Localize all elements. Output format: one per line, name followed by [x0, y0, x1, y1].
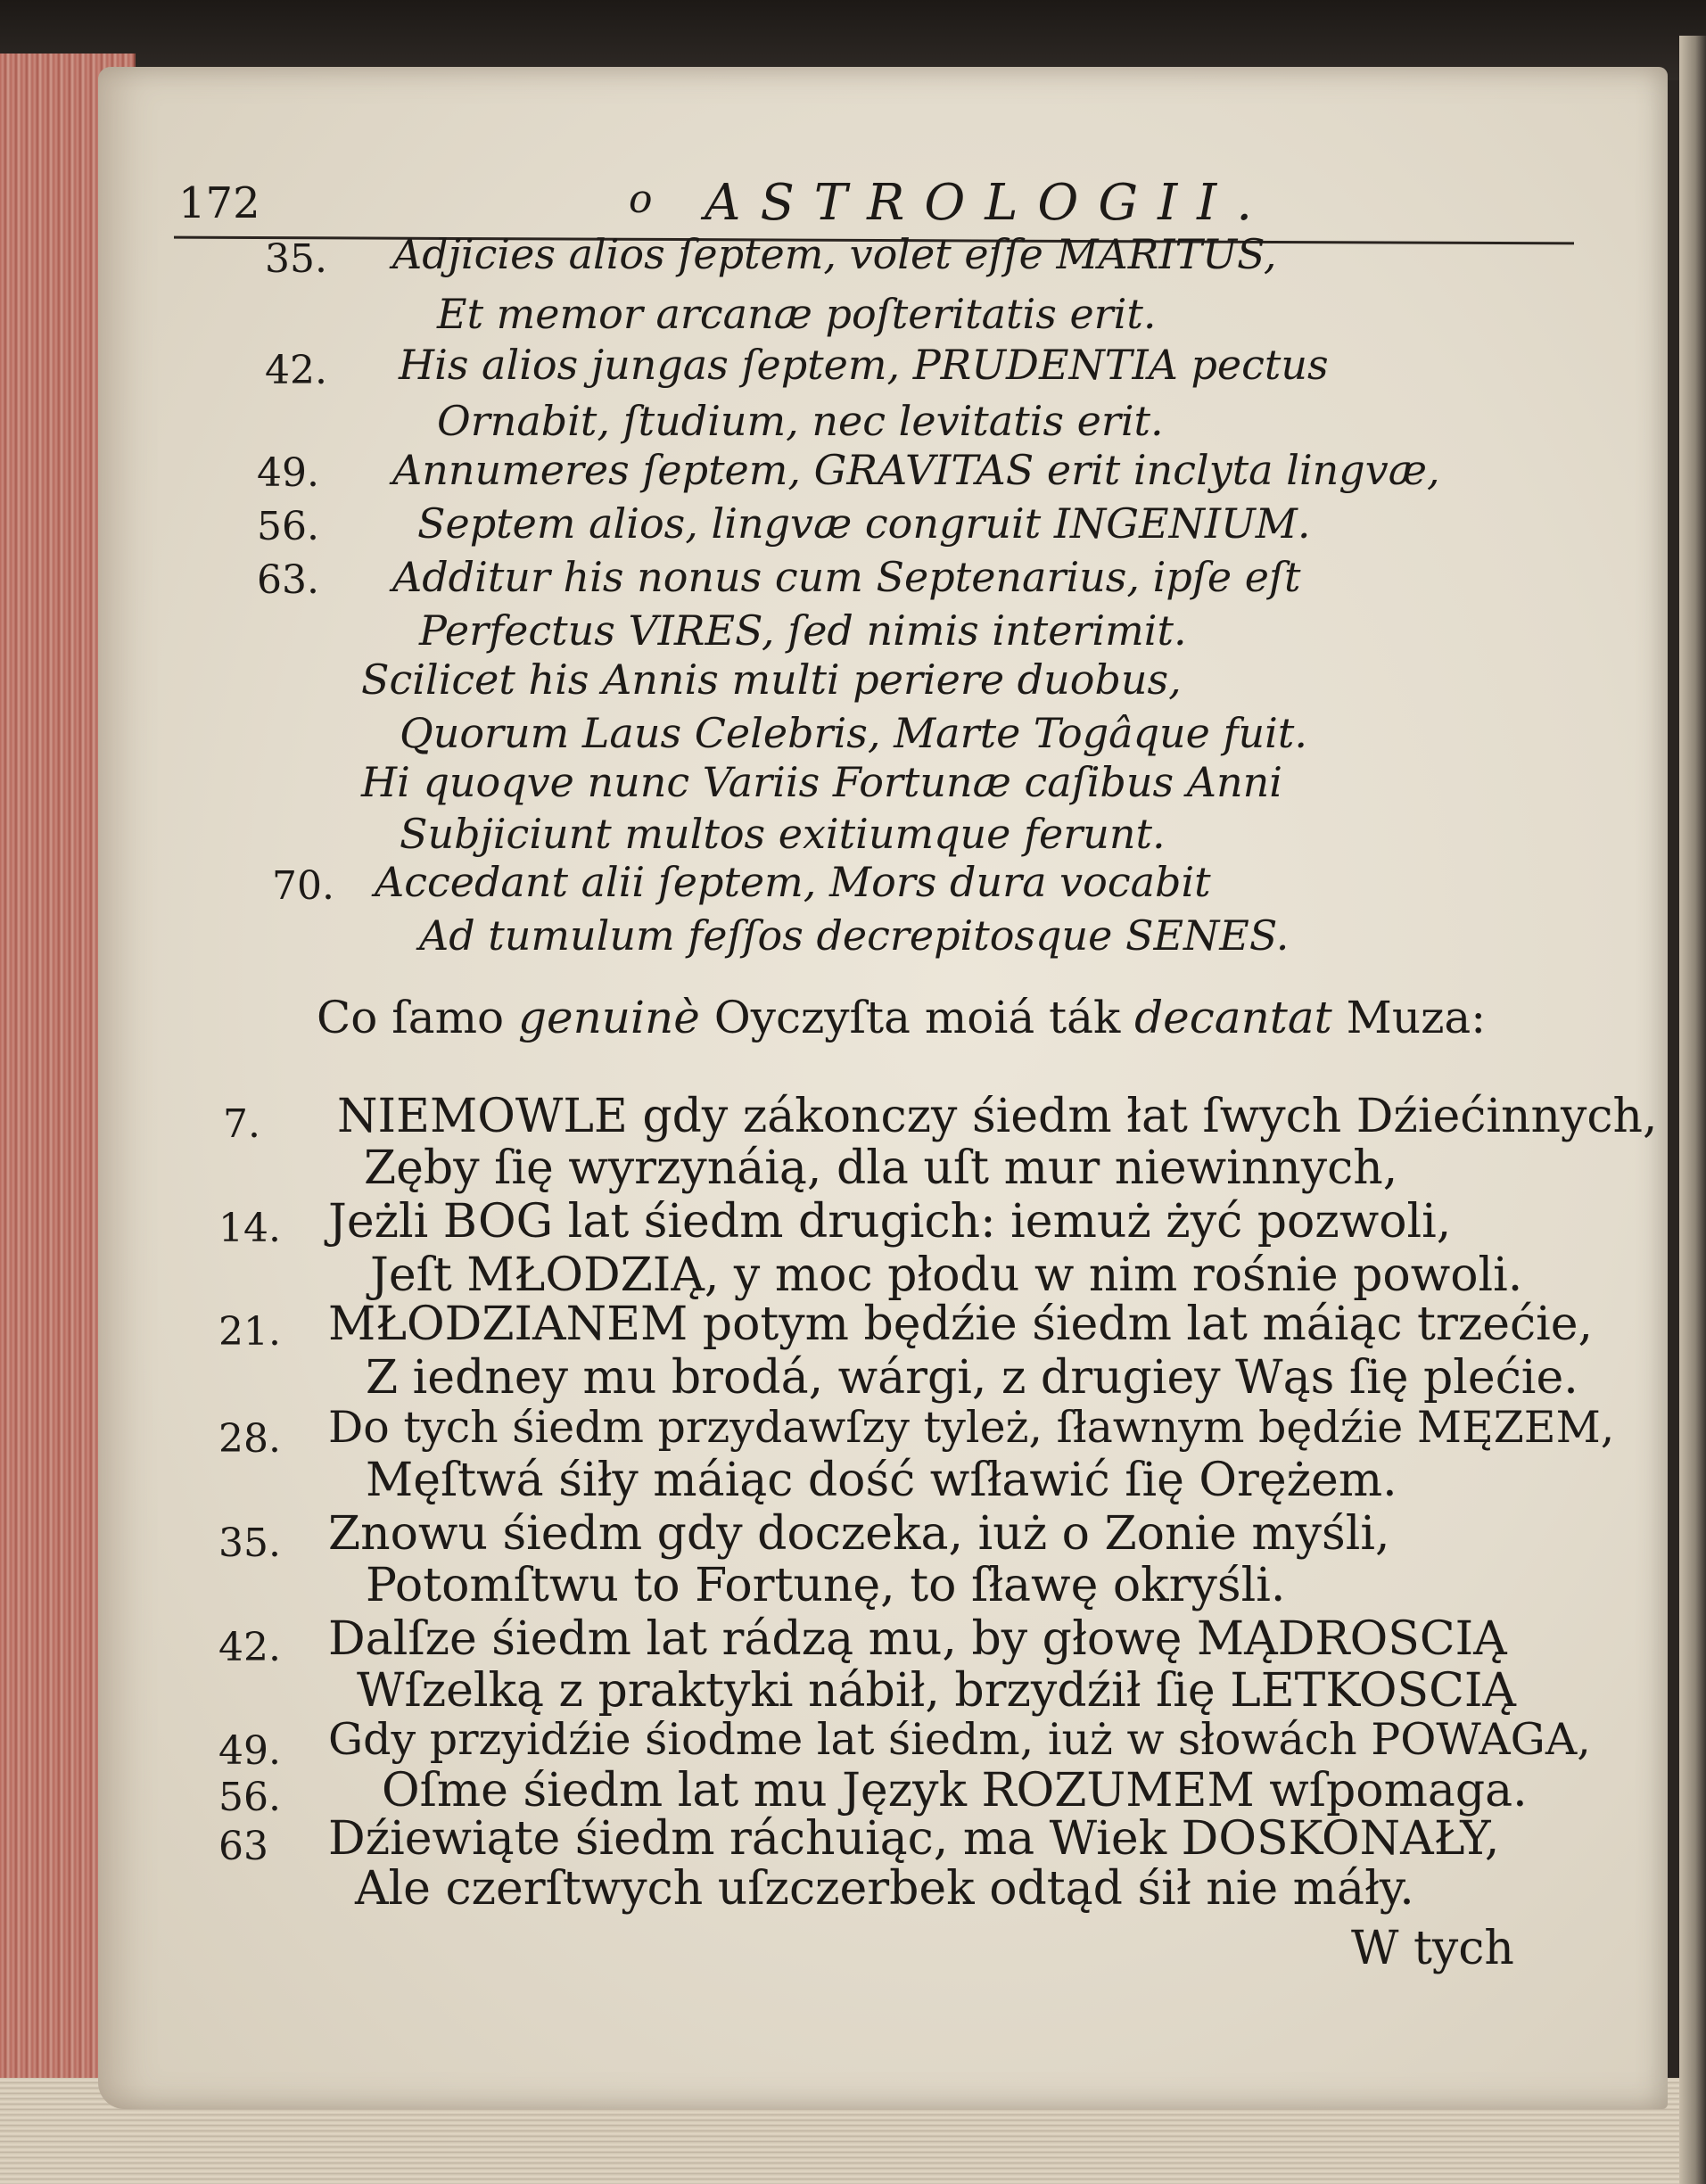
- verse-line: Accedant alii ſeptem, Mors dura vocabit: [375, 858, 1211, 906]
- verse-line: Do tych śiedm przydawſzy tyleż, ſławnym będźie MĘZEM,: [328, 1402, 1615, 1453]
- verse-line: Męſtwá śiły máiąc dość wſławić ſię Orężem.: [366, 1454, 1397, 1507]
- verse-number: 21.: [218, 1309, 281, 1355]
- verse-line: Jeżli BOG lat śiedm drugich: iemuż żyć pozwoli,: [328, 1195, 1452, 1249]
- verse-number: 63: [218, 1824, 268, 1869]
- intro-line: [317, 992, 1486, 1043]
- intro-text: Oyczyſta moiá ták: [713, 992, 1121, 1043]
- verse-line: Septem alios, lingvæ congruit INGENIUM.: [417, 499, 1311, 548]
- verse-number: 7.: [223, 1101, 260, 1147]
- book-edge-right: [1679, 36, 1706, 2184]
- verse-number: 28.: [218, 1416, 281, 1462]
- intro-text: Co ſamo: [317, 992, 505, 1043]
- intro-italic: decantat: [1134, 992, 1332, 1043]
- verse-number: 63.: [257, 557, 319, 603]
- intro-italic: genuinè: [518, 992, 700, 1043]
- page-number: 172: [178, 178, 260, 228]
- verse-line: Perfectus VIRES, ſed nimis interimit.: [419, 606, 1187, 655]
- verse-number: 49.: [257, 450, 319, 496]
- verse-line: Subjiciunt multos exitiumque ferunt.: [400, 810, 1166, 858]
- verse-line: Adjicies alios ſeptem, volet eſſe MARITUS,: [392, 230, 1277, 278]
- verse-line: Ale czerſtwych uſzczerbek odtąd śił nie máły.: [355, 1862, 1414, 1916]
- verse-number: 14.: [218, 1206, 281, 1251]
- running-title-prefix: o: [629, 177, 653, 222]
- verse-line: Z iedney mu brodá, wárgi, z drugiey Wąs ſię plećie.: [366, 1351, 1578, 1405]
- verse-line: NIEMOWLE gdy zákonczy śiedm łat ſwych Dźiećinnych,: [337, 1090, 1658, 1143]
- verse-number: 49.: [218, 1728, 281, 1774]
- verse-line: MŁODZIANEM potym będźie śiedm lat máiąc trzećie,: [328, 1298, 1594, 1351]
- verse-line: His alios jungas ſeptem, PRUDENTIA pectus: [399, 341, 1329, 389]
- verse-line: Oſme śiedm lat mu Język ROZUMEM wſpomaga.: [382, 1764, 1528, 1817]
- verse-line: Ornabit, ſtudium, nec levitatis erit.: [437, 397, 1164, 445]
- catchword: W tych: [1351, 1922, 1514, 1975]
- running-title: ASTROLOGII.: [705, 174, 1273, 232]
- verse-number: 35.: [218, 1521, 281, 1566]
- verse-line: Gdy przyidźie śiodme lat śiedm, iuż w słowách POWAGA,: [328, 1714, 1591, 1765]
- verse-number: 70.: [272, 863, 334, 909]
- verse-number: 42.: [265, 348, 327, 393]
- verse-line: Zęby ſię wyrzynáią, dla uſt mur niewinnych,: [364, 1141, 1398, 1195]
- verse-line: Dalſze śiedm lat rádzą mu, by głowę MĄDROSCIĄ: [328, 1612, 1507, 1666]
- verse-number: 35.: [265, 236, 327, 282]
- verse-line: Znowu śiedm gdy doczeka, iuż o Zonie myśli,: [328, 1507, 1390, 1561]
- verse-line: Scilicet his Annis multi periere duobus,: [361, 655, 1182, 704]
- verse-line: Ad tumulum feſſos decrepitosque SENES.: [419, 911, 1290, 960]
- verse-number: 56.: [218, 1775, 281, 1820]
- verse-line: Annumeres ſeptem, GRAVITAS erit inclyta lingvæ,: [392, 446, 1440, 494]
- verse-line: Wſzelką z praktyki nábił, brzydźił ſię LETKOSCIĄ: [357, 1664, 1516, 1718]
- verse-line: Potomſtwu to Fortunę, to ſławę okryśli.: [366, 1559, 1286, 1612]
- verse-line: Quorum Laus Celebris, Marte Togâque fuit.: [400, 709, 1307, 757]
- verse-line: Et memor arcanæ poſteritatis erit.: [437, 290, 1157, 338]
- verse-line: Jeſt MŁODZIĄ, y moc płodu w nim rośnie powoli.: [370, 1249, 1523, 1302]
- verse-number: 42.: [218, 1625, 281, 1670]
- verse-number: 56.: [257, 504, 319, 549]
- verse-line: Dźiewiąte śiedm ráchuiąc, ma Wiek DOSKONAŁY,: [328, 1812, 1500, 1866]
- intro-text: Muza:: [1346, 992, 1487, 1043]
- verse-line: Additur his nonus cum Septenarius, ipſe eſt: [392, 553, 1301, 601]
- verse-line: Hi quoqve nunc Variis Fortunæ caſibus Anni: [361, 758, 1282, 806]
